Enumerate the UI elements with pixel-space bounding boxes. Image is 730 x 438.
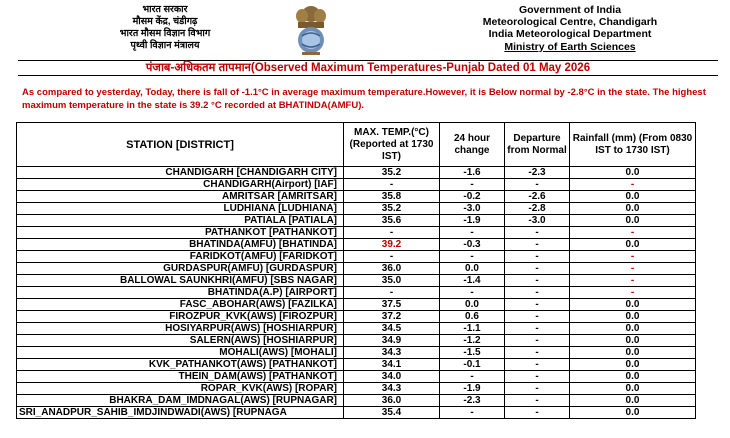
rainfall-cell: 0.0 xyxy=(570,347,696,359)
departure-cell: - xyxy=(505,227,570,239)
station-cell: BALLOWAL SAUNKHRI(AMFU) [SBS NAGAR] xyxy=(17,275,344,287)
rainfall-cell: 0.0 xyxy=(570,191,696,203)
table-row xyxy=(17,215,696,227)
table-row xyxy=(17,227,696,239)
rainfall-cell: 0.0 xyxy=(570,335,696,347)
hindi-line: मौसम केंद्र, चंडीगढ़ xyxy=(132,16,198,27)
rainfall-cell: 0.0 xyxy=(570,359,696,371)
departure-cell: -3.0 xyxy=(505,215,570,227)
header-station: STATION [DISTRICT] xyxy=(17,123,344,167)
english-line: India Meteorological Department xyxy=(488,28,652,41)
departure-cell: - xyxy=(505,239,570,251)
table-row xyxy=(17,167,696,179)
max-temp-cell: 37.2 xyxy=(344,311,440,323)
max-temp-cell: - xyxy=(344,227,440,239)
table-row xyxy=(17,203,696,215)
change-cell: 0.0 xyxy=(440,263,505,275)
departure-cell: - xyxy=(505,371,570,383)
change-cell: 0.0 xyxy=(440,299,505,311)
rainfall-cell: 0.0 xyxy=(570,167,696,179)
change-cell: - xyxy=(440,227,505,239)
table-row xyxy=(17,299,696,311)
station-cell: PATHANKOT [PATHANKOT] xyxy=(17,227,344,239)
change-cell: - xyxy=(440,251,505,263)
change-cell: -3.0 xyxy=(440,203,505,215)
departure-cell: -2.3 xyxy=(505,167,570,179)
table-row xyxy=(17,263,696,275)
hindi-line: भारत मौसम विज्ञान विभाग xyxy=(119,28,211,39)
table-row xyxy=(17,323,696,335)
max-temp-cell: - xyxy=(344,287,440,299)
station-cell: FARIDKOT(AMFU) [FARIDKOT] xyxy=(17,251,344,263)
table-row xyxy=(17,179,696,191)
max-temp-cell: 35.0 xyxy=(344,275,440,287)
change-cell: -0.3 xyxy=(440,239,505,251)
rainfall-cell: 0.0 xyxy=(570,299,696,311)
max-temp-cell: 37.5 xyxy=(344,299,440,311)
max-temp-cell: 35.4 xyxy=(344,407,440,419)
change-cell: -1.1 xyxy=(440,323,505,335)
max-temp-cell: 36.0 xyxy=(344,263,440,275)
departure-cell: - xyxy=(505,275,570,287)
departure-cell: - xyxy=(505,299,570,311)
change-cell: -0.1 xyxy=(440,359,505,371)
rainfall-cell: - xyxy=(570,275,696,287)
rainfall-cell: 0.0 xyxy=(570,323,696,335)
station-cell: HOSIYARPUR(AWS) [HOSHIARPUR] xyxy=(17,323,344,335)
departure-cell: - xyxy=(505,311,570,323)
change-cell: -1.9 xyxy=(440,215,505,227)
departure-cell: - xyxy=(505,179,570,191)
station-cell: ROPAR_KVK(AWS) [ROPAR] xyxy=(17,383,344,395)
rainfall-cell: 0.0 xyxy=(570,311,696,323)
table-row xyxy=(17,239,696,251)
departure-cell: -2.8 xyxy=(505,203,570,215)
station-cell: GURDASPUR(AMFU) [GURDASPUR] xyxy=(17,263,344,275)
station-cell: SALERN(AWS) [HOSHIARPUR] xyxy=(17,335,344,347)
station-cell: AMRITSAR [AMRITSAR] xyxy=(17,191,344,203)
rainfall-cell: 0.0 xyxy=(570,203,696,215)
max-temp-cell: 35.2 xyxy=(344,167,440,179)
header-max-temp: MAX. TEMP.(°C) (Reported at 1730 IST) xyxy=(344,123,440,167)
rainfall-cell: - xyxy=(570,287,696,299)
departure-cell: - xyxy=(505,347,570,359)
change-cell: - xyxy=(440,179,505,191)
departure-cell: - xyxy=(505,323,570,335)
table-row xyxy=(17,347,696,359)
summary-text: As compared to yesterday, Today, there is fall of -1.1°C in average maximum temperature.However, it is Below normal by -2.8°C in the state. The highest maximum temperature in the state is 39.2 °C recorded at BHATINDA(AMFU). xyxy=(22,87,706,111)
table-row xyxy=(17,407,696,419)
departure-cell: - xyxy=(505,335,570,347)
max-temp-cell: 35.6 xyxy=(344,215,440,227)
rainfall-cell: 0.0 xyxy=(570,407,696,419)
change-cell: -1.2 xyxy=(440,335,505,347)
departure-cell: - xyxy=(505,395,570,407)
rainfall-cell: 0.0 xyxy=(570,395,696,407)
station-cell: BHAKRA_DAM_IMDNAGAL(AWS) [RUPNAGAR] xyxy=(17,395,344,407)
departure-cell: - xyxy=(505,359,570,371)
rainfall-cell: - xyxy=(570,251,696,263)
station-cell: BHATINDA(AMFU) [BHATINDA] xyxy=(17,239,344,251)
english-line: Ministry of Earth Sciences xyxy=(504,40,636,53)
max-temp-cell: 35.8 xyxy=(344,191,440,203)
rainfall-cell: - xyxy=(570,179,696,191)
max-temp-cell: 34.5 xyxy=(344,323,440,335)
station-cell: KVK_PATHANKOT(AWS) [PATHANKOT] xyxy=(17,359,344,371)
table-row xyxy=(17,371,696,383)
station-cell: BHATINDA(A.P) [AIRPORT] xyxy=(17,287,344,299)
change-cell: -1.4 xyxy=(440,275,505,287)
rainfall-cell: 0.0 xyxy=(570,371,696,383)
change-cell: -1.5 xyxy=(440,347,505,359)
table-row xyxy=(17,251,696,263)
station-cell: SRI_ANADPUR_SAHIB_IMDJINDWADI(AWS) [RUPNAGA xyxy=(17,407,344,419)
departure-cell: - xyxy=(505,383,570,395)
max-temp-cell: 34.1 xyxy=(344,359,440,371)
departure-cell: - xyxy=(505,287,570,299)
departure-cell: -2.6 xyxy=(505,191,570,203)
change-cell: -1.9 xyxy=(440,383,505,395)
hindi-line: भारत सरकार xyxy=(142,4,188,15)
max-temp-cell: 34.9 xyxy=(344,335,440,347)
rainfall-cell: 0.0 xyxy=(570,215,696,227)
change-cell: -2.3 xyxy=(440,395,505,407)
table-row xyxy=(17,287,696,299)
header-departure: Departure from Normal xyxy=(505,123,570,167)
rainfall-cell: - xyxy=(570,263,696,275)
station-cell: LUDHIANA [LUDHIANA] xyxy=(17,203,344,215)
departure-cell: - xyxy=(505,251,570,263)
change-cell: 0.6 xyxy=(440,311,505,323)
max-temp-cell: 36.0 xyxy=(344,395,440,407)
max-temp-cell: 35.2 xyxy=(344,203,440,215)
station-cell: CHANDIGARH(Airport) [IAF] xyxy=(17,179,344,191)
english-line: Meteorological Centre, Chandigarh xyxy=(482,16,658,29)
max-temp-cell: - xyxy=(344,179,440,191)
temperature-table xyxy=(16,122,696,419)
max-temp-cell: 34.0 xyxy=(344,371,440,383)
change-cell: - xyxy=(440,371,505,383)
table-body xyxy=(17,167,696,419)
station-cell: MOHALI(AWS) [MOHALI] xyxy=(17,347,344,359)
table-row xyxy=(17,395,696,407)
departure-cell: - xyxy=(505,263,570,275)
change-cell: -0.2 xyxy=(440,191,505,203)
table-row xyxy=(17,383,696,395)
station-cell: CHANDIGARH [CHANDIGARH CITY] xyxy=(17,167,344,179)
max-temp-cell: 39.2 xyxy=(344,239,440,251)
header-rainfall: Rainfall (mm) (From 0830 IST to 1730 IST) xyxy=(570,123,696,167)
english-header xyxy=(440,4,700,53)
change-cell: - xyxy=(440,407,505,419)
station-cell: THEIN_DAM(AWS) [PATHANKOT] xyxy=(17,371,344,383)
max-temp-cell: 34.3 xyxy=(344,347,440,359)
table-row xyxy=(17,275,696,287)
hindi-header xyxy=(80,4,250,52)
english-line: Government of India xyxy=(518,4,622,16)
station-cell: PATIALA [PATIALA] xyxy=(17,215,344,227)
rainfall-cell: 0.0 xyxy=(570,383,696,395)
max-temp-cell: - xyxy=(344,251,440,263)
hindi-line: पृथ्वी विज्ञान मंत्रालय xyxy=(130,40,200,51)
national-emblem-icon xyxy=(288,2,334,58)
change-cell: - xyxy=(440,287,505,299)
station-cell: FIROZPUR_KVK(AWS) [FIROZPUR] xyxy=(17,311,344,323)
table-row xyxy=(17,191,696,203)
station-cell: FASC_ABOHAR(AWS) [FAZILKA] xyxy=(17,299,344,311)
page-title: पंजाब-अधिकतम तापमान(Observed Maximum Temperatures-Punjab Dated 01 May 2026 xyxy=(18,60,718,76)
header-24hr-change: 24 hour change xyxy=(440,123,505,167)
table-row xyxy=(17,359,696,371)
change-cell: -1.6 xyxy=(440,167,505,179)
rainfall-cell: 0.0 xyxy=(570,239,696,251)
max-temp-cell: 34.3 xyxy=(344,383,440,395)
departure-cell: - xyxy=(505,407,570,419)
table-row xyxy=(17,335,696,347)
table-row xyxy=(17,311,696,323)
rainfall-cell: - xyxy=(570,227,696,239)
